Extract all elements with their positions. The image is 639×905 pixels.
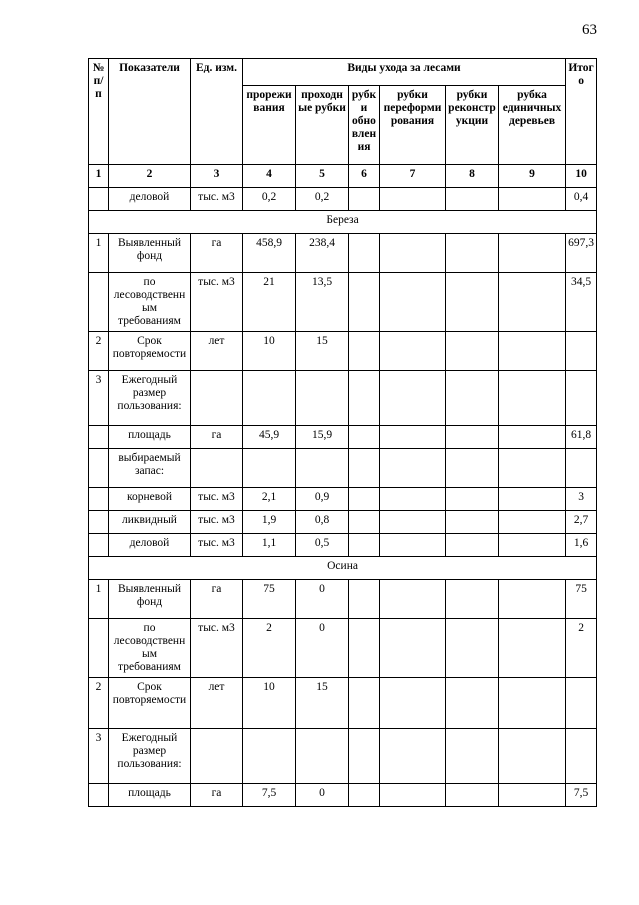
cell-single-tree (499, 511, 566, 534)
row-unit: тыс. м3 (191, 511, 243, 534)
row-num: 1 (89, 234, 109, 273)
section-birch (89, 211, 597, 234)
cell-renewal (349, 580, 380, 619)
section-title: Береза (89, 211, 597, 234)
cell-reformation (380, 534, 446, 557)
cell-single-tree (499, 534, 566, 557)
row-name: Ежегодный размер пользования: (109, 729, 191, 784)
header-type: рубки реконструкции (446, 86, 499, 165)
cell-thinning: 1,1 (243, 534, 296, 557)
cell-renewal (349, 188, 380, 211)
cell-single-tree (499, 332, 566, 371)
cell-passage: 15,9 (296, 426, 349, 449)
row-unit: тыс. м3 (191, 188, 243, 211)
cell-passage: 238,4 (296, 234, 349, 273)
row-name: ликвидный (109, 511, 191, 534)
cell-renewal (349, 488, 380, 511)
table-row (89, 188, 597, 211)
cell-thinning: 10 (243, 678, 296, 729)
cell-single-tree (499, 234, 566, 273)
cell-passage: 15 (296, 678, 349, 729)
column-number: 10 (566, 165, 597, 188)
cell-single-tree (499, 784, 566, 807)
cell-reconstruction (446, 234, 499, 273)
cell-thinning: 10 (243, 332, 296, 371)
cell-reconstruction (446, 511, 499, 534)
row-num (89, 273, 109, 332)
cell-thinning: 458,9 (243, 234, 296, 273)
row-total: 1,6 (566, 534, 597, 557)
cell-passage: 0,9 (296, 488, 349, 511)
cell-single-tree (499, 678, 566, 729)
table-row (89, 511, 597, 534)
row-unit: га (191, 784, 243, 807)
header-type: рубка единичных деревьев (499, 86, 566, 165)
cell-reconstruction (446, 332, 499, 371)
table-row (89, 332, 597, 371)
section-aspen (89, 557, 597, 580)
cell-passage: 0,5 (296, 534, 349, 557)
row-total: 2 (566, 619, 597, 678)
row-num: 3 (89, 729, 109, 784)
row-name: Выявленный фонд (109, 234, 191, 273)
cell-renewal (349, 511, 380, 534)
row-total (566, 678, 597, 729)
cell-reformation (380, 488, 446, 511)
rows-birch (89, 234, 597, 557)
row-name: выбираемый запас: (109, 449, 191, 488)
cell-passage: 15 (296, 332, 349, 371)
cell-renewal (349, 371, 380, 426)
cell-reconstruction (446, 729, 499, 784)
row-name: площадь (109, 426, 191, 449)
cell-single-tree (499, 449, 566, 488)
row-num (89, 534, 109, 557)
row-unit: тыс. м3 (191, 488, 243, 511)
row-total: 0,4 (566, 188, 597, 211)
cell-single-tree (499, 371, 566, 426)
table-row (89, 273, 597, 332)
cell-reconstruction (446, 619, 499, 678)
cell-reformation (380, 729, 446, 784)
cell-reformation (380, 234, 446, 273)
cell-renewal (349, 449, 380, 488)
cell-reconstruction (446, 188, 499, 211)
row-unit: тыс. м3 (191, 534, 243, 557)
cell-reconstruction (446, 371, 499, 426)
row-unit: лет (191, 678, 243, 729)
forest-care-table (88, 58, 597, 807)
cell-reformation (380, 619, 446, 678)
header-group: Виды ухода за лесами (243, 59, 566, 86)
cell-thinning: 45,9 (243, 426, 296, 449)
row-name: деловой (109, 534, 191, 557)
row-total: 61,8 (566, 426, 597, 449)
table-row (89, 784, 597, 807)
column-number: 7 (380, 165, 446, 188)
row-name: деловой (109, 188, 191, 211)
row-unit: тыс. м3 (191, 619, 243, 678)
row-name: Срок повторяемости (109, 678, 191, 729)
section-title: Осина (89, 557, 597, 580)
rows-aspen (89, 580, 597, 807)
cell-renewal (349, 619, 380, 678)
cell-reformation (380, 784, 446, 807)
cell-reformation (380, 678, 446, 729)
row-total: 2,7 (566, 511, 597, 534)
table-header-row (89, 59, 597, 86)
row-num: 2 (89, 332, 109, 371)
column-number: 2 (109, 165, 191, 188)
row-num: 3 (89, 371, 109, 426)
row-num (89, 619, 109, 678)
cell-reformation (380, 449, 446, 488)
table-row (89, 678, 597, 729)
cell-passage (296, 371, 349, 426)
header-type: проходные рубки (296, 86, 349, 165)
row-num: 2 (89, 678, 109, 729)
header-type: рубки переформирования (380, 86, 446, 165)
cell-reconstruction (446, 534, 499, 557)
cell-thinning: 7,5 (243, 784, 296, 807)
row-unit: га (191, 426, 243, 449)
cell-reconstruction (446, 426, 499, 449)
column-number: 9 (499, 165, 566, 188)
cell-renewal (349, 234, 380, 273)
row-name: Срок повторяемости (109, 332, 191, 371)
cell-reformation (380, 426, 446, 449)
cell-single-tree (499, 580, 566, 619)
cell-reformation (380, 580, 446, 619)
cell-reconstruction (446, 273, 499, 332)
header-indicators: Показатели (109, 59, 191, 165)
column-number: 5 (296, 165, 349, 188)
cell-reconstruction (446, 784, 499, 807)
page-number: 63 (582, 22, 597, 38)
row-name: по лесоводственным требованиям (109, 273, 191, 332)
row-num: 1 (89, 580, 109, 619)
column-number: 8 (446, 165, 499, 188)
cell-passage: 13,5 (296, 273, 349, 332)
cell-reformation (380, 332, 446, 371)
cell-passage (296, 449, 349, 488)
header-total: Итого (566, 59, 597, 165)
row-name: Ежегодный размер пользования: (109, 371, 191, 426)
table-row (89, 426, 597, 449)
cell-renewal (349, 784, 380, 807)
table-row (89, 449, 597, 488)
cell-thinning: 75 (243, 580, 296, 619)
row-total (566, 371, 597, 426)
table-row (89, 580, 597, 619)
row-num (89, 426, 109, 449)
rows-top (89, 188, 597, 211)
cell-thinning (243, 371, 296, 426)
cell-reconstruction (446, 449, 499, 488)
row-unit: га (191, 580, 243, 619)
row-name: Выявленный фонд (109, 580, 191, 619)
row-name: корневой (109, 488, 191, 511)
cell-reconstruction (446, 678, 499, 729)
cell-reformation (380, 371, 446, 426)
cell-thinning: 21 (243, 273, 296, 332)
row-total: 7,5 (566, 784, 597, 807)
row-total: 34,5 (566, 273, 597, 332)
row-unit: га (191, 234, 243, 273)
table-row (89, 371, 597, 426)
cell-thinning: 1,9 (243, 511, 296, 534)
header-unit: Ед. изм. (191, 59, 243, 165)
row-unit: тыс. м3 (191, 273, 243, 332)
cell-passage: 0,8 (296, 511, 349, 534)
column-numbers-row (89, 165, 597, 188)
cell-reformation (380, 273, 446, 332)
cell-thinning: 2 (243, 619, 296, 678)
cell-reformation (380, 511, 446, 534)
row-total (566, 729, 597, 784)
table-row (89, 488, 597, 511)
cell-renewal (349, 534, 380, 557)
cell-single-tree (499, 188, 566, 211)
row-unit (191, 729, 243, 784)
row-total (566, 332, 597, 371)
cell-single-tree (499, 426, 566, 449)
row-unit: лет (191, 332, 243, 371)
header-type: рубки обновления (349, 86, 380, 165)
column-number: 3 (191, 165, 243, 188)
column-number: 1 (89, 165, 109, 188)
header-num: № п/п (89, 59, 109, 165)
cell-thinning (243, 729, 296, 784)
cell-passage: 0 (296, 619, 349, 678)
cell-passage (296, 729, 349, 784)
row-total: 3 (566, 488, 597, 511)
cell-passage: 0 (296, 580, 349, 619)
header-type: прореживания (243, 86, 296, 165)
row-unit (191, 449, 243, 488)
cell-reconstruction (446, 580, 499, 619)
row-total: 75 (566, 580, 597, 619)
row-total: 697,3 (566, 234, 597, 273)
cell-thinning (243, 449, 296, 488)
cell-renewal (349, 426, 380, 449)
row-num (89, 511, 109, 534)
cell-reconstruction (446, 488, 499, 511)
row-num (89, 188, 109, 211)
cell-renewal (349, 332, 380, 371)
cell-renewal (349, 678, 380, 729)
row-num (89, 784, 109, 807)
row-name: площадь (109, 784, 191, 807)
row-num (89, 449, 109, 488)
cell-passage: 0,2 (296, 188, 349, 211)
cell-reformation (380, 188, 446, 211)
cell-single-tree (499, 729, 566, 784)
cell-single-tree (499, 273, 566, 332)
table-row (89, 619, 597, 678)
cell-renewal (349, 729, 380, 784)
row-num (89, 488, 109, 511)
column-number: 4 (243, 165, 296, 188)
table-row (89, 729, 597, 784)
cell-single-tree (499, 619, 566, 678)
column-number: 6 (349, 165, 380, 188)
row-unit (191, 371, 243, 426)
row-total (566, 449, 597, 488)
row-name: по лесоводственным требованиям (109, 619, 191, 678)
table-row (89, 234, 597, 273)
cell-renewal (349, 273, 380, 332)
cell-thinning: 2,1 (243, 488, 296, 511)
table-row (89, 534, 597, 557)
cell-passage: 0 (296, 784, 349, 807)
cell-single-tree (499, 488, 566, 511)
cell-thinning: 0,2 (243, 188, 296, 211)
